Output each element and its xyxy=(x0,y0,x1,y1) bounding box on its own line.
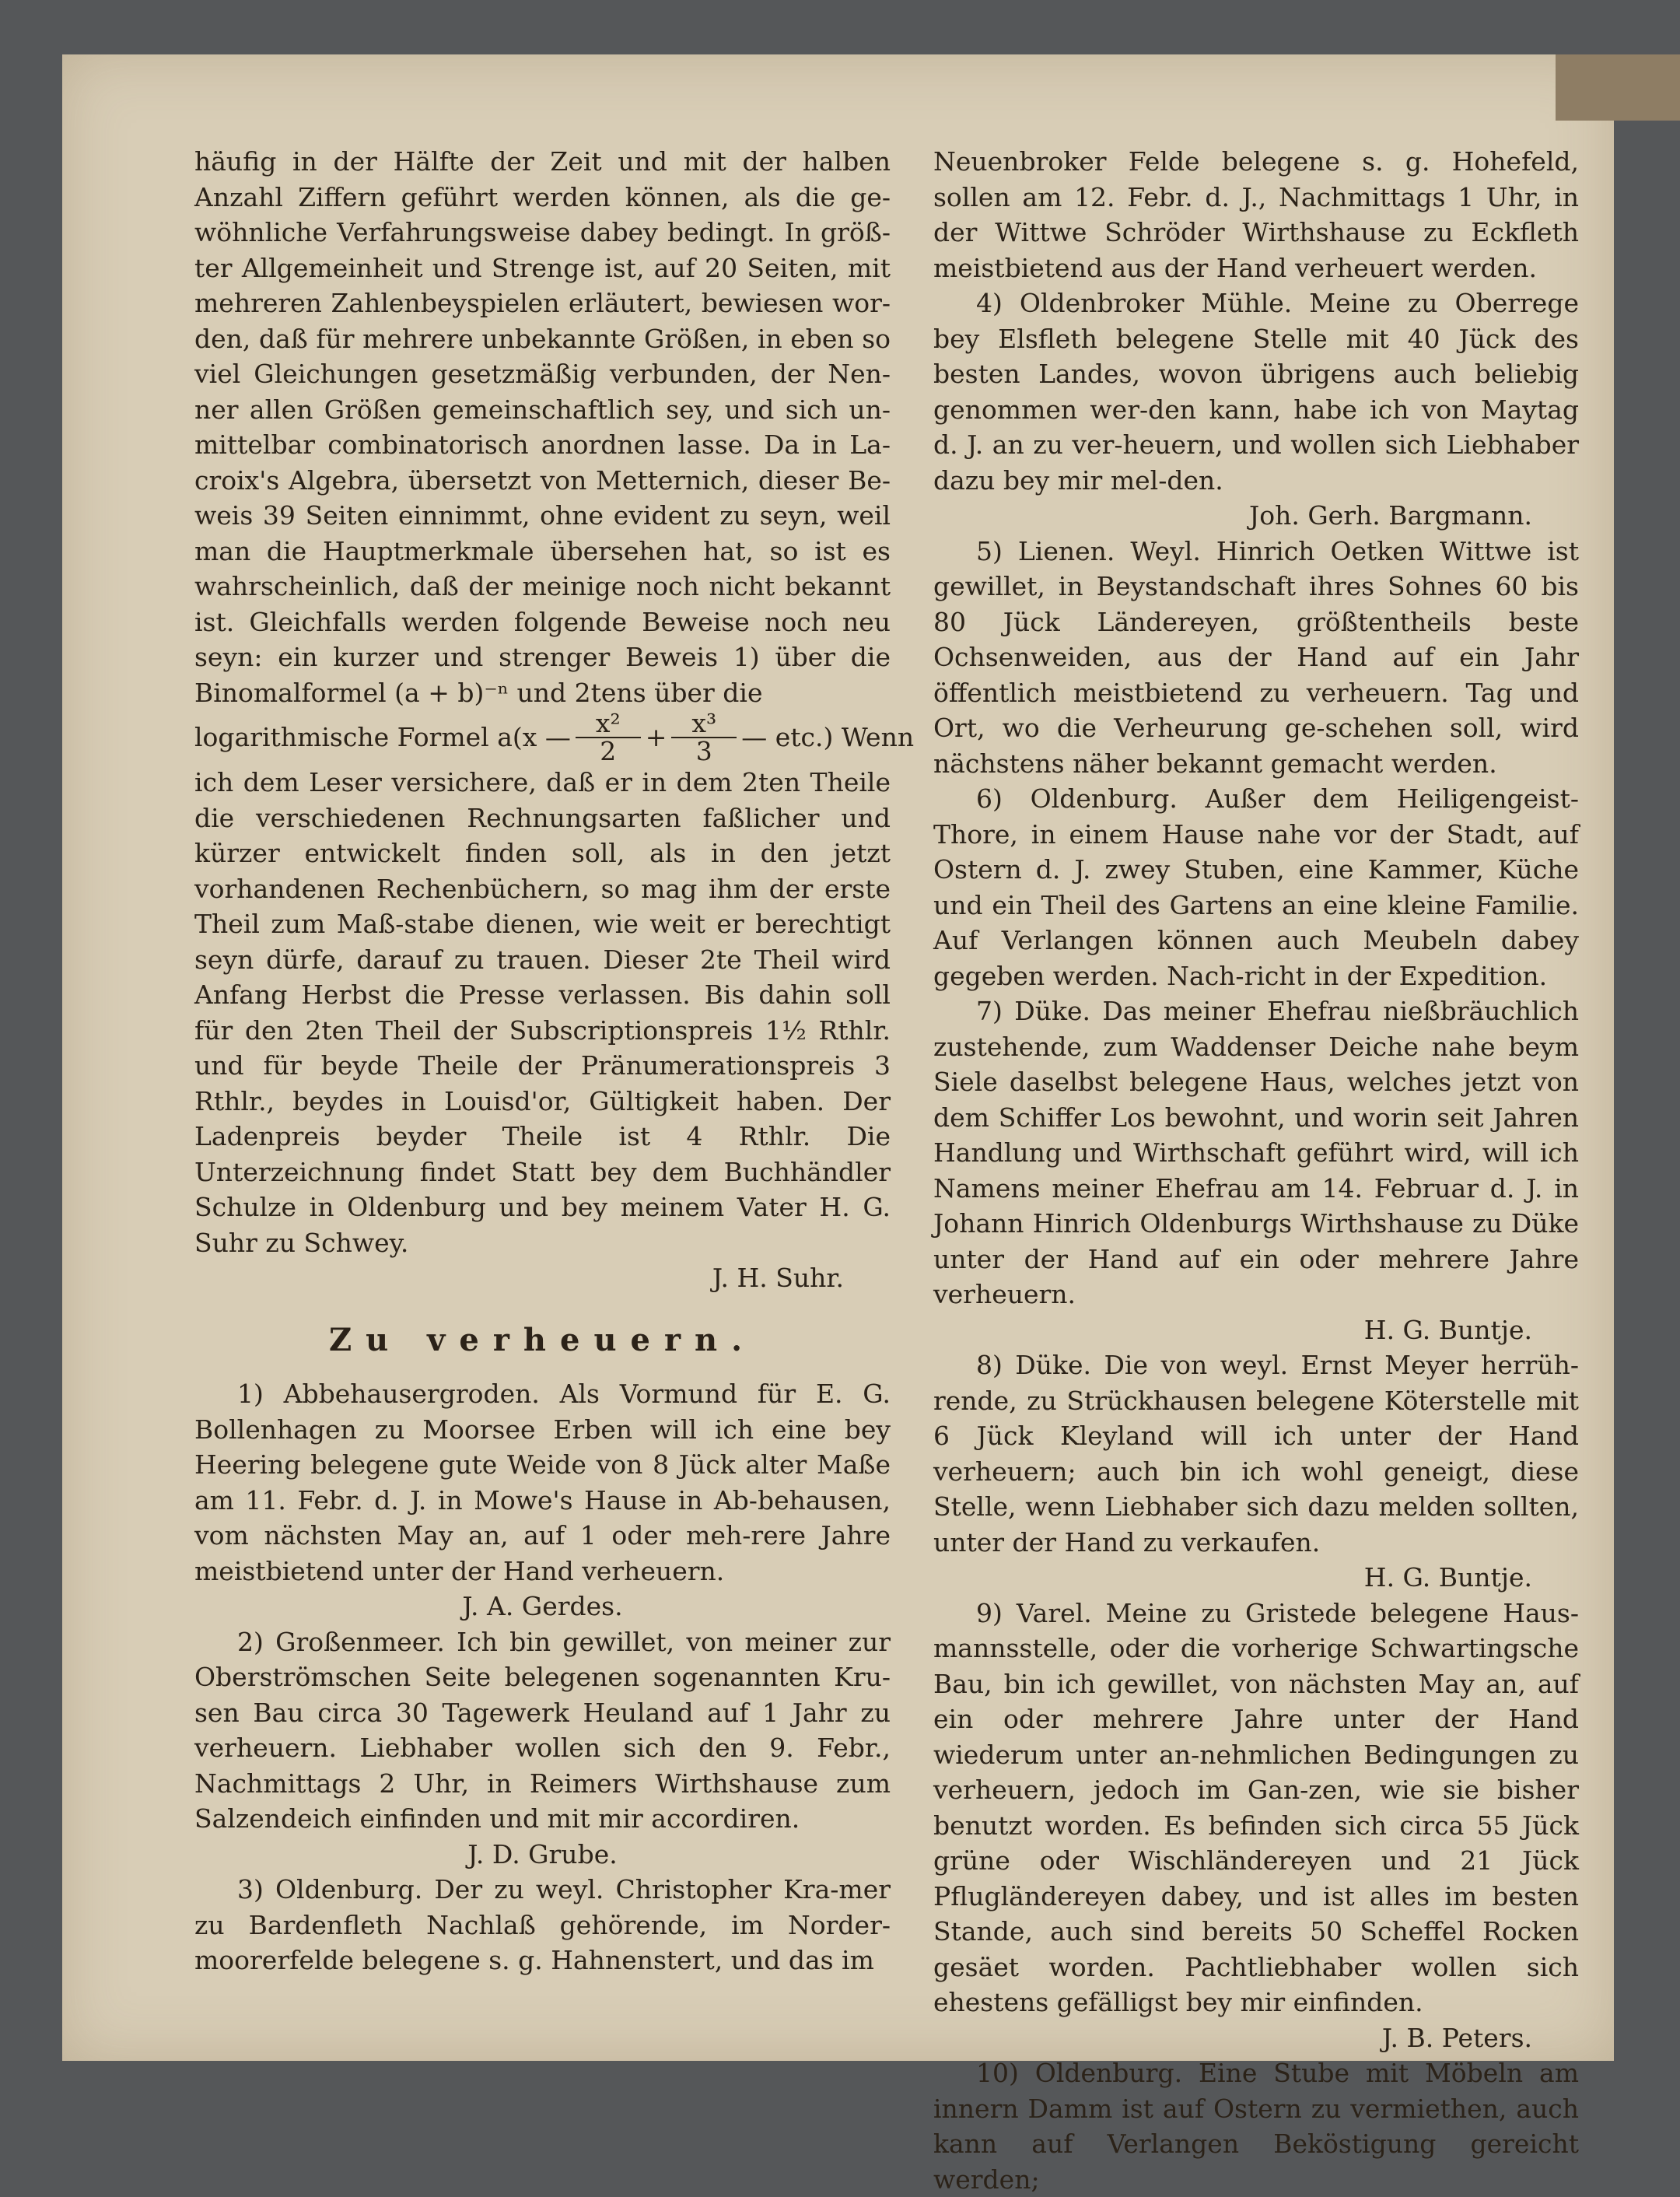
formula-plus: + xyxy=(645,722,667,753)
fraction-2 xyxy=(671,710,737,765)
signature-buntje-1: H. G. Buntje. xyxy=(1363,1314,1532,1345)
notice-6: 6) Oldenburg. Außer dem Heiligengeist-Thore, in einem Hause nahe vor der Stadt, auf Ostern d. J. zwey Stuben, eine Kammer, Küche und ein Theil des Gartens an eine kleine Familie. Auf Verlangen können auch Meubeln dabey gegeben werden. Nach-richt in der Expedition. xyxy=(933,783,1579,991)
notice-9: 9) Varel. Meine zu Gristede belegene Haus-mannsstelle, oder die vorherige Schwartingsche Bau, bin ich gewillet, von nächsten May an, auf ein oder mehrere Jahre unter der Hand wiederum unter an-nehmlichen Bedingungen zu verheuern, jedoch im Gan-zen, wie sie bisher benutzt worden. Es befinden sich circa 55 Jück grüne oder Wischländereyen und 21 Jück Pflugländereyen dabey, und ist alles im besten Stande, auch sind bereits 50 Scheffel Rocken gesäet worden. Pachtliebhaber wollen sich ehestens gefälligst bey mir einfinden. xyxy=(933,1597,1579,2017)
fraction-1-numerator: x² xyxy=(576,710,641,738)
signature-suhr: J. H. Suhr. xyxy=(712,1263,844,1293)
formula-line xyxy=(194,708,915,766)
page-edge xyxy=(1556,54,1680,121)
notice-8: 8) Düke. Die von weyl. Ernst Meyer herrüh-rende, zu Strückhausen belegene Köterstelle mit 6 Jück Kleyland will ich unter der Hand verheuern; auch bin ich wohl geneigt, diese Stelle, wenn Liebhaber sich dazu melden sollten, unter der Hand zu verkaufen. xyxy=(933,1350,1579,1558)
left-column xyxy=(194,144,915,1978)
formula-prefix: logarithmische Formel a(x — xyxy=(194,722,571,753)
signature-gerdes: J. A. Gerdes. xyxy=(462,1591,623,1621)
formula-suffix: — etc.) Wenn xyxy=(741,722,915,753)
fraction-2-denominator: 3 xyxy=(695,736,712,766)
notice-2: 2) Großenmeer. Ich bin gewillet, von meiner zur Oberströmschen Seite belegenen sogenannten Kru-sen Bau circa 30 Tagewerk Heuland auf 1 Jahr zu verheuern. Liebhaber wollen sich den 9. Febr., Nachmittags 2 Uhr, in Reimers Wirthshause zum Salzendeich einfinden und mit mir accordiren. xyxy=(194,1626,891,1834)
notice-3-continued: Neuenbroker Felde belegene s. g. Hohefeld, sollen am 12. Febr. d. J., Nachmittags 1 Uhr, in der Wittwe Schröder Wirthshause zu Eckfleth meistbietend aus der Hand verheuert werden. xyxy=(933,146,1579,283)
notice-4: 4) Oldenbroker Mühle. Meine zu Oberrege bey Elsfleth belegene Stelle mit 40 Jück des besten Landes, wovon übrigens auch beliebig genommen wer-den kann, habe ich von Maytag d. J. an zu ver-heuern, und wollen sich Liebhaber dazu bey mir mel-den. xyxy=(933,288,1579,496)
fraction-1-denominator: 2 xyxy=(600,736,617,766)
notice-1: 1) Abbehausergroden. Als Vormund für E. G. Bollenhagen zu Moorsee Erben will ich eine bey Heering belegene gute Weide von 8 Jück alter Maße am 11. Febr. d. J. in Mowe's Hause in Ab-behausen, vom nächsten May an, auf 1 oder meh-rere Jahre meistbietend unter der Hand verheuern. xyxy=(194,1379,891,1586)
fraction-2-numerator: x³ xyxy=(671,710,737,738)
paragraph-intro: häufig in der Hälfte der Zeit und mit der halben Anzahl Ziffern geführt werden können, als die ge-wöhnliche Verfahrungsweise dabey bedingt. In größ-ter Allgemeinheit und Strenge ist, auf 20 Seiten, mit mehreren Zahlenbeyspielen erläutert, bewiesen wor-den, daß für mehrere unbekannte Größen, in eben so viel Gleichungen gesetzmäßig verbunden, der Nen-ner allen Größen gemeinschaftlich sey, und sich un-mittelbar combinatorisch anordnen lasse. Da in La-croix's Algebra, übersetzt von Metternich, dieser Be-weis 39 Seiten einnimmt, ohne evident zu seyn, weil man die Hauptmerkmale übersehen hat, so ist es wahrscheinlich, daß der meinige noch nicht bekannt ist. Gleichfalls werden folgende Beweise noch neu seyn: ein kurzer und strenger Beweis 1) über die Binomalformel (a + b)⁻ⁿ und 2tens über die xyxy=(194,146,891,708)
newspaper-page xyxy=(62,54,1614,2195)
paragraph-second: ich dem Leser versichere, daß er in dem 2ten Theile die verschiedenen Rechnungsarten faßlicher und kürzer entwickelt finden soll, als in den jetzt vorhandenen Rechenbüchern, so mag ihm der erste Theil zum Maß-stabe dienen, wie weit er berechtigt seyn dürfe, darauf zu trauen. Dieser 2te Theil wird Anfang Herbst die Presse verlassen. Bis dahin soll für den 2ten Theil der Subscriptionspreis 1½ Rthlr. und für beyde Theile der Pränumerationspreis 3 Rthlr., beydes in Louisd'or, Gültigkeit haben. Der Ladenpreis beyder Theile ist 4 Rthlr. Die Unterzeichnung findet Statt bey dem Buchhändler Schulze in Oldenburg und bey meinem Vater H. G. Suhr zu Schwey. xyxy=(194,767,891,1258)
signature-buntje-2: H. G. Buntje. xyxy=(1363,1562,1532,1593)
signature-bargmann: Joh. Gerh. Bargmann. xyxy=(1248,500,1532,531)
right-column xyxy=(933,144,1579,2197)
fraction-1 xyxy=(576,710,641,765)
notice-7: 7) Düke. Das meiner Ehefrau nießbräuchlich zustehende, zum Waddenser Deiche nahe beym Siele daselbst belegene Haus, welches jetzt von dem Schiffer Los bewohnt, und worin seit Jahren Handlung und Wirthschaft geführt wird, will ich Namens meiner Ehefrau am 14. Februar d. J. in Johann Hinrich Oldenburgs Wirthshause zu Düke unter der Hand auf ein oder mehrere Jahre verheuern. xyxy=(933,996,1579,1309)
notice-3: 3) Oldenburg. Der zu weyl. Christopher Kra-mer zu Bardenfleth Nachlaß gehörende, im Norder-moorerfelde belegene s. g. Hahnenstert, und das im xyxy=(194,1874,891,1975)
signature-peters: J. B. Peters. xyxy=(1381,2022,1532,2053)
signature-grube: J. D. Grube. xyxy=(467,1838,618,1869)
notice-5: 5) Lienen. Weyl. Hinrich Oetken Wittwe ist gewillet, in Beystandschaft ihres Sohnes 60 bis 80 Jück Ländereyen, größtentheils beste Ochsenweiden, aus der Hand auf ein Jahr öffentlich meistbietend zu verheuern. Tag und Ort, wo die Verheurung ge-schehen soll, wird nächstens näher bekannt gemacht werden. xyxy=(933,535,1579,779)
notice-10: 10) Oldenburg. Eine Stube mit Möbeln am innern Damm ist auf Ostern zu vermiethen, auch kann auf Verlangen Beköstigung gereicht werden; xyxy=(933,2058,1579,2195)
section-heading: Zu verheuern. xyxy=(328,1321,757,1358)
